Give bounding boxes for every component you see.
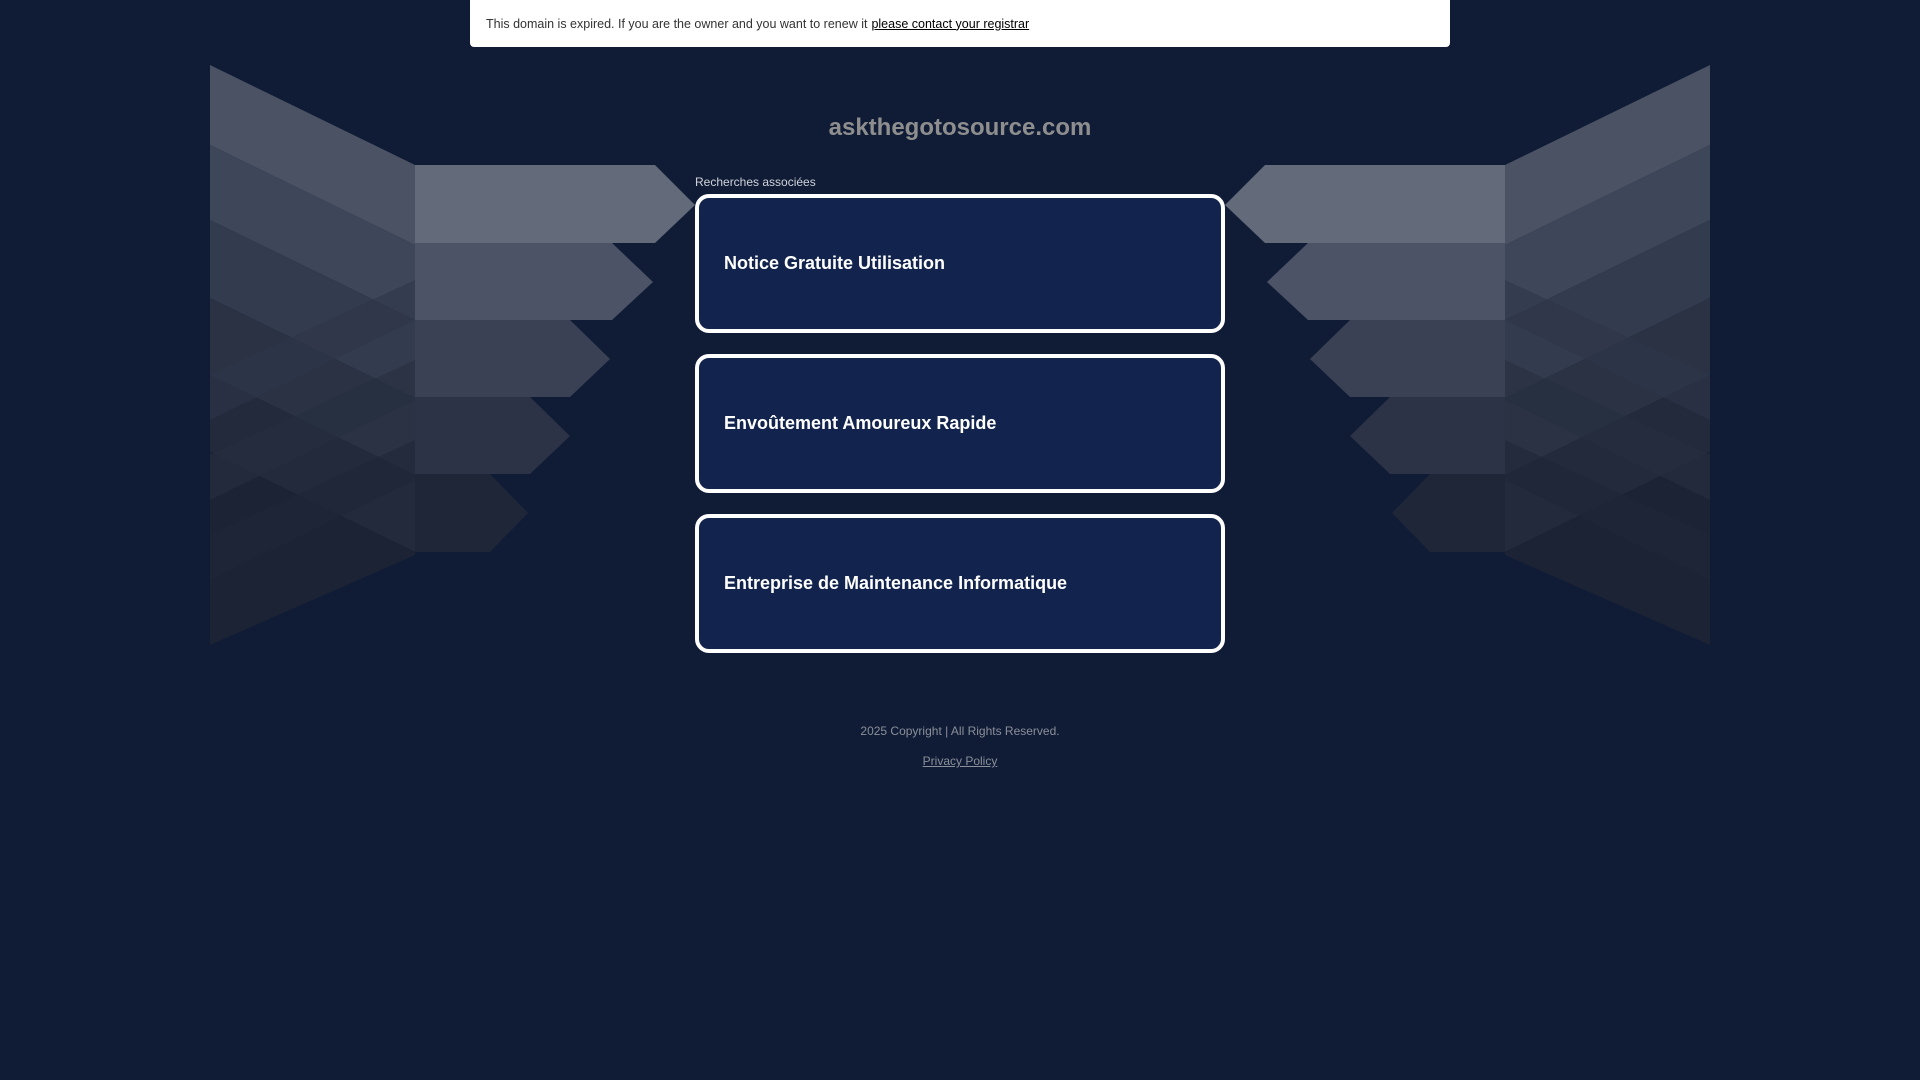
notice-message: This domain is expired. If you are the owner and you want to renew it: [486, 16, 868, 31]
related-searches-list: [695, 194, 1225, 674]
related-search-label: Notice Gratuite Utilisation: [724, 253, 946, 273]
related-search-button[interactable]: [695, 514, 1225, 653]
copyright-text: 2025 Copyright | All Rights Reserved.: [860, 724, 1060, 738]
related-search-label: Envoûtement Amoureux Rapide: [724, 413, 997, 433]
related-search-button[interactable]: [695, 354, 1225, 493]
related-search-button[interactable]: [695, 194, 1225, 333]
expired-domain-notice: [470, 0, 1450, 47]
related-searches-heading: Recherches associées: [695, 175, 816, 189]
domain-title: askthegotosource.com: [828, 114, 1092, 141]
footer-links: [0, 754, 1920, 768]
privacy-policy-link[interactable]: Privacy Policy: [922, 754, 998, 768]
contact-registrar-link[interactable]: please contact your registrar: [871, 16, 1030, 31]
related-search-label: Entreprise de Maintenance Informatique: [724, 573, 1068, 593]
